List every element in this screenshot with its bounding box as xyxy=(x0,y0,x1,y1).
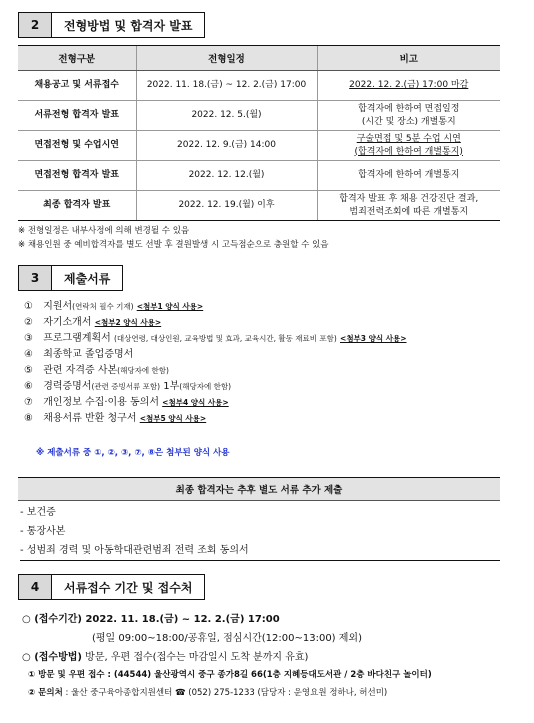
item-label-suffix: 1부 xyxy=(160,381,180,392)
item-label: 관련 자격증 사본 xyxy=(43,365,118,376)
item-number: ④ xyxy=(24,349,33,360)
attachment-note: <첨부4 양식 사용> xyxy=(162,398,229,407)
item-number: ⑥ xyxy=(24,381,33,392)
item-number: ② xyxy=(24,317,33,328)
item-label: 지원서 xyxy=(43,301,73,312)
attachment-note: <첨부3 양식 사용> xyxy=(340,334,407,343)
note-line: (합격자에 한하여 개별통지) xyxy=(354,146,463,157)
item-number: ③ xyxy=(24,333,33,344)
item-label: 프로그램계획서 xyxy=(43,333,111,344)
section4-title: 서류접수 기간 및 접수처 xyxy=(52,574,205,600)
item-label: 자기소개서 xyxy=(43,317,92,328)
item-number: ⑤ xyxy=(24,365,33,376)
stage-cell: 면접전형 합격자 발표 xyxy=(18,161,136,191)
header-schedule: 전형일정 xyxy=(136,46,317,71)
schedule-cell: 2022. 12. 19.(월) 이후 xyxy=(136,191,317,221)
list-item xyxy=(24,315,504,331)
note-line: 범죄전력조회에 따른 개별통지 xyxy=(349,206,469,217)
item-label: 최종학교 졸업증명서 xyxy=(43,349,134,360)
attachment-note: <첨부1 양식 사용> xyxy=(136,302,204,311)
extra-documents-list xyxy=(20,503,500,561)
section4-header xyxy=(18,574,205,600)
method-label: ○ (접수방법) xyxy=(22,652,82,663)
attachment-note: <첨부2 양식 사용> xyxy=(94,318,162,327)
list-item: - 통장사본 xyxy=(20,526,66,537)
item-label: 경력증명서 xyxy=(43,381,92,392)
stage-cell: 면접전형 및 수업시연 xyxy=(18,131,136,161)
period-line: ○ (접수기간) 2022. 11. 18.(금) ~ 12. 2.(금) 17:00 xyxy=(22,614,280,625)
item-detail: (해당자에 한함) xyxy=(117,366,169,375)
section3-title: 제출서류 xyxy=(52,265,123,291)
item-detail: (대상연령, 대상인원, 교육방법 및 효과, 교육시간, 활동 재료비 포함) xyxy=(114,334,337,343)
header-note: 비고 xyxy=(317,46,500,71)
table-row xyxy=(18,161,500,191)
list-item: - 보건증 xyxy=(20,507,56,518)
schedule-note-2: ※ 채용인원 중 예비합격자를 별도 선발 후 결원발생 시 고득점순으로 충원할 수 있음 xyxy=(18,240,329,250)
item-number: ① xyxy=(24,301,33,312)
table-row xyxy=(18,101,500,131)
section2-number: 2 xyxy=(18,12,52,38)
item-number: ⑦ xyxy=(24,397,33,408)
section2-header xyxy=(18,12,205,38)
note-line: 합격자 발표 후 채용 건강진단 결과, xyxy=(339,193,479,204)
list-item xyxy=(24,331,504,347)
item-detail: (관련 증빙서류 포함) xyxy=(91,382,161,391)
note-cell xyxy=(317,101,500,131)
template-usage-note: ※ 제출서류 중 ①, ②, ③, ⑦, ⑧은 첨부된 양식 사용 xyxy=(36,448,230,458)
method-text: 방문, 우편 접수(접수는 마감일시 도착 분까지 유효) xyxy=(82,652,309,663)
note-line: 구술면접 및 5분 수업 시연 xyxy=(356,133,461,144)
contact-text: : 울산 중구육아종합지원센터 ☎ (052) 275-1233 (담당자 : 운영요원 정하나, 허선미) xyxy=(62,688,388,698)
item-detail: (해당자에 한함) xyxy=(179,382,232,391)
extra-documents-title: 최종 합격자는 추후 별도 서류 추가 제출 xyxy=(18,477,500,501)
list-item xyxy=(24,379,504,395)
list-item xyxy=(24,363,504,379)
schedule-cell: 2022. 12. 9.(금) 14:00 xyxy=(136,131,317,161)
stage-cell: 채용공고 및 서류접수 xyxy=(18,71,136,101)
item-label: 개인정보 수집·이용 동의서 xyxy=(43,397,159,408)
contact-label: ② 문의처 xyxy=(28,688,63,698)
stage-cell: 서류전형 합격자 발표 xyxy=(18,101,136,131)
list-item xyxy=(24,411,504,427)
note-line: (시간 및 장소) 개별통지 xyxy=(361,116,456,127)
contact-line xyxy=(28,686,387,698)
list-item xyxy=(24,347,504,363)
schedule-table xyxy=(18,45,500,221)
method-line xyxy=(22,648,308,663)
schedule-cell: 2022. 11. 18.(금) ~ 12. 2.(금) 17:00 xyxy=(136,71,317,101)
item-number: ⑧ xyxy=(24,413,33,424)
list-item xyxy=(24,299,504,315)
stage-cell: 최종 합격자 발표 xyxy=(18,191,136,221)
schedule-note-1: ※ 전형일정은 내부사정에 의해 변경될 수 있음 xyxy=(18,226,190,236)
table-row xyxy=(18,131,500,161)
list-item xyxy=(24,395,504,411)
schedule-cell: 2022. 12. 5.(월) xyxy=(136,101,317,131)
table-row xyxy=(18,71,500,101)
period-sub-line: (평일 09:00~18:00/공휴일, 점심시간(12:00~13:00) 제외) xyxy=(92,633,362,644)
schedule-header-row xyxy=(18,46,500,71)
document-list xyxy=(24,299,504,427)
section4-number: 4 xyxy=(18,574,52,600)
deadline-text: 2022. 12. 2.(금) 17:00 마감 xyxy=(349,80,469,90)
header-stage: 전형구분 xyxy=(18,46,136,71)
note-cell xyxy=(317,131,500,161)
item-label: 채용서류 반환 청구서 xyxy=(43,413,137,424)
note-line: 합격자에 한하여 면접일정 xyxy=(358,103,460,114)
section3-header xyxy=(18,265,123,291)
schedule-cell: 2022. 12. 12.(월) xyxy=(136,161,317,191)
section2-title: 전형방법 및 합격자 발표 xyxy=(52,12,205,38)
table-row xyxy=(18,191,500,221)
attachment-note: <첨부5 양식 사용> xyxy=(139,414,207,423)
note-cell xyxy=(317,71,500,101)
item-detail: (연락처 필수 기재) xyxy=(72,302,134,311)
note-cell xyxy=(317,191,500,221)
list-item: - 성범죄 경력 및 아동학대관련범죄 전력 조회 동의서 xyxy=(20,545,249,556)
address-line: ① 방문 및 우편 접수 : (44544) 울산광역시 중구 종가8길 66(1층 지혜등대도서관 / 2층 바다친구 놀이터) xyxy=(28,670,432,680)
note-cell: 합격자에 한하여 개별통지 xyxy=(317,161,500,191)
section3-number: 3 xyxy=(18,265,52,291)
